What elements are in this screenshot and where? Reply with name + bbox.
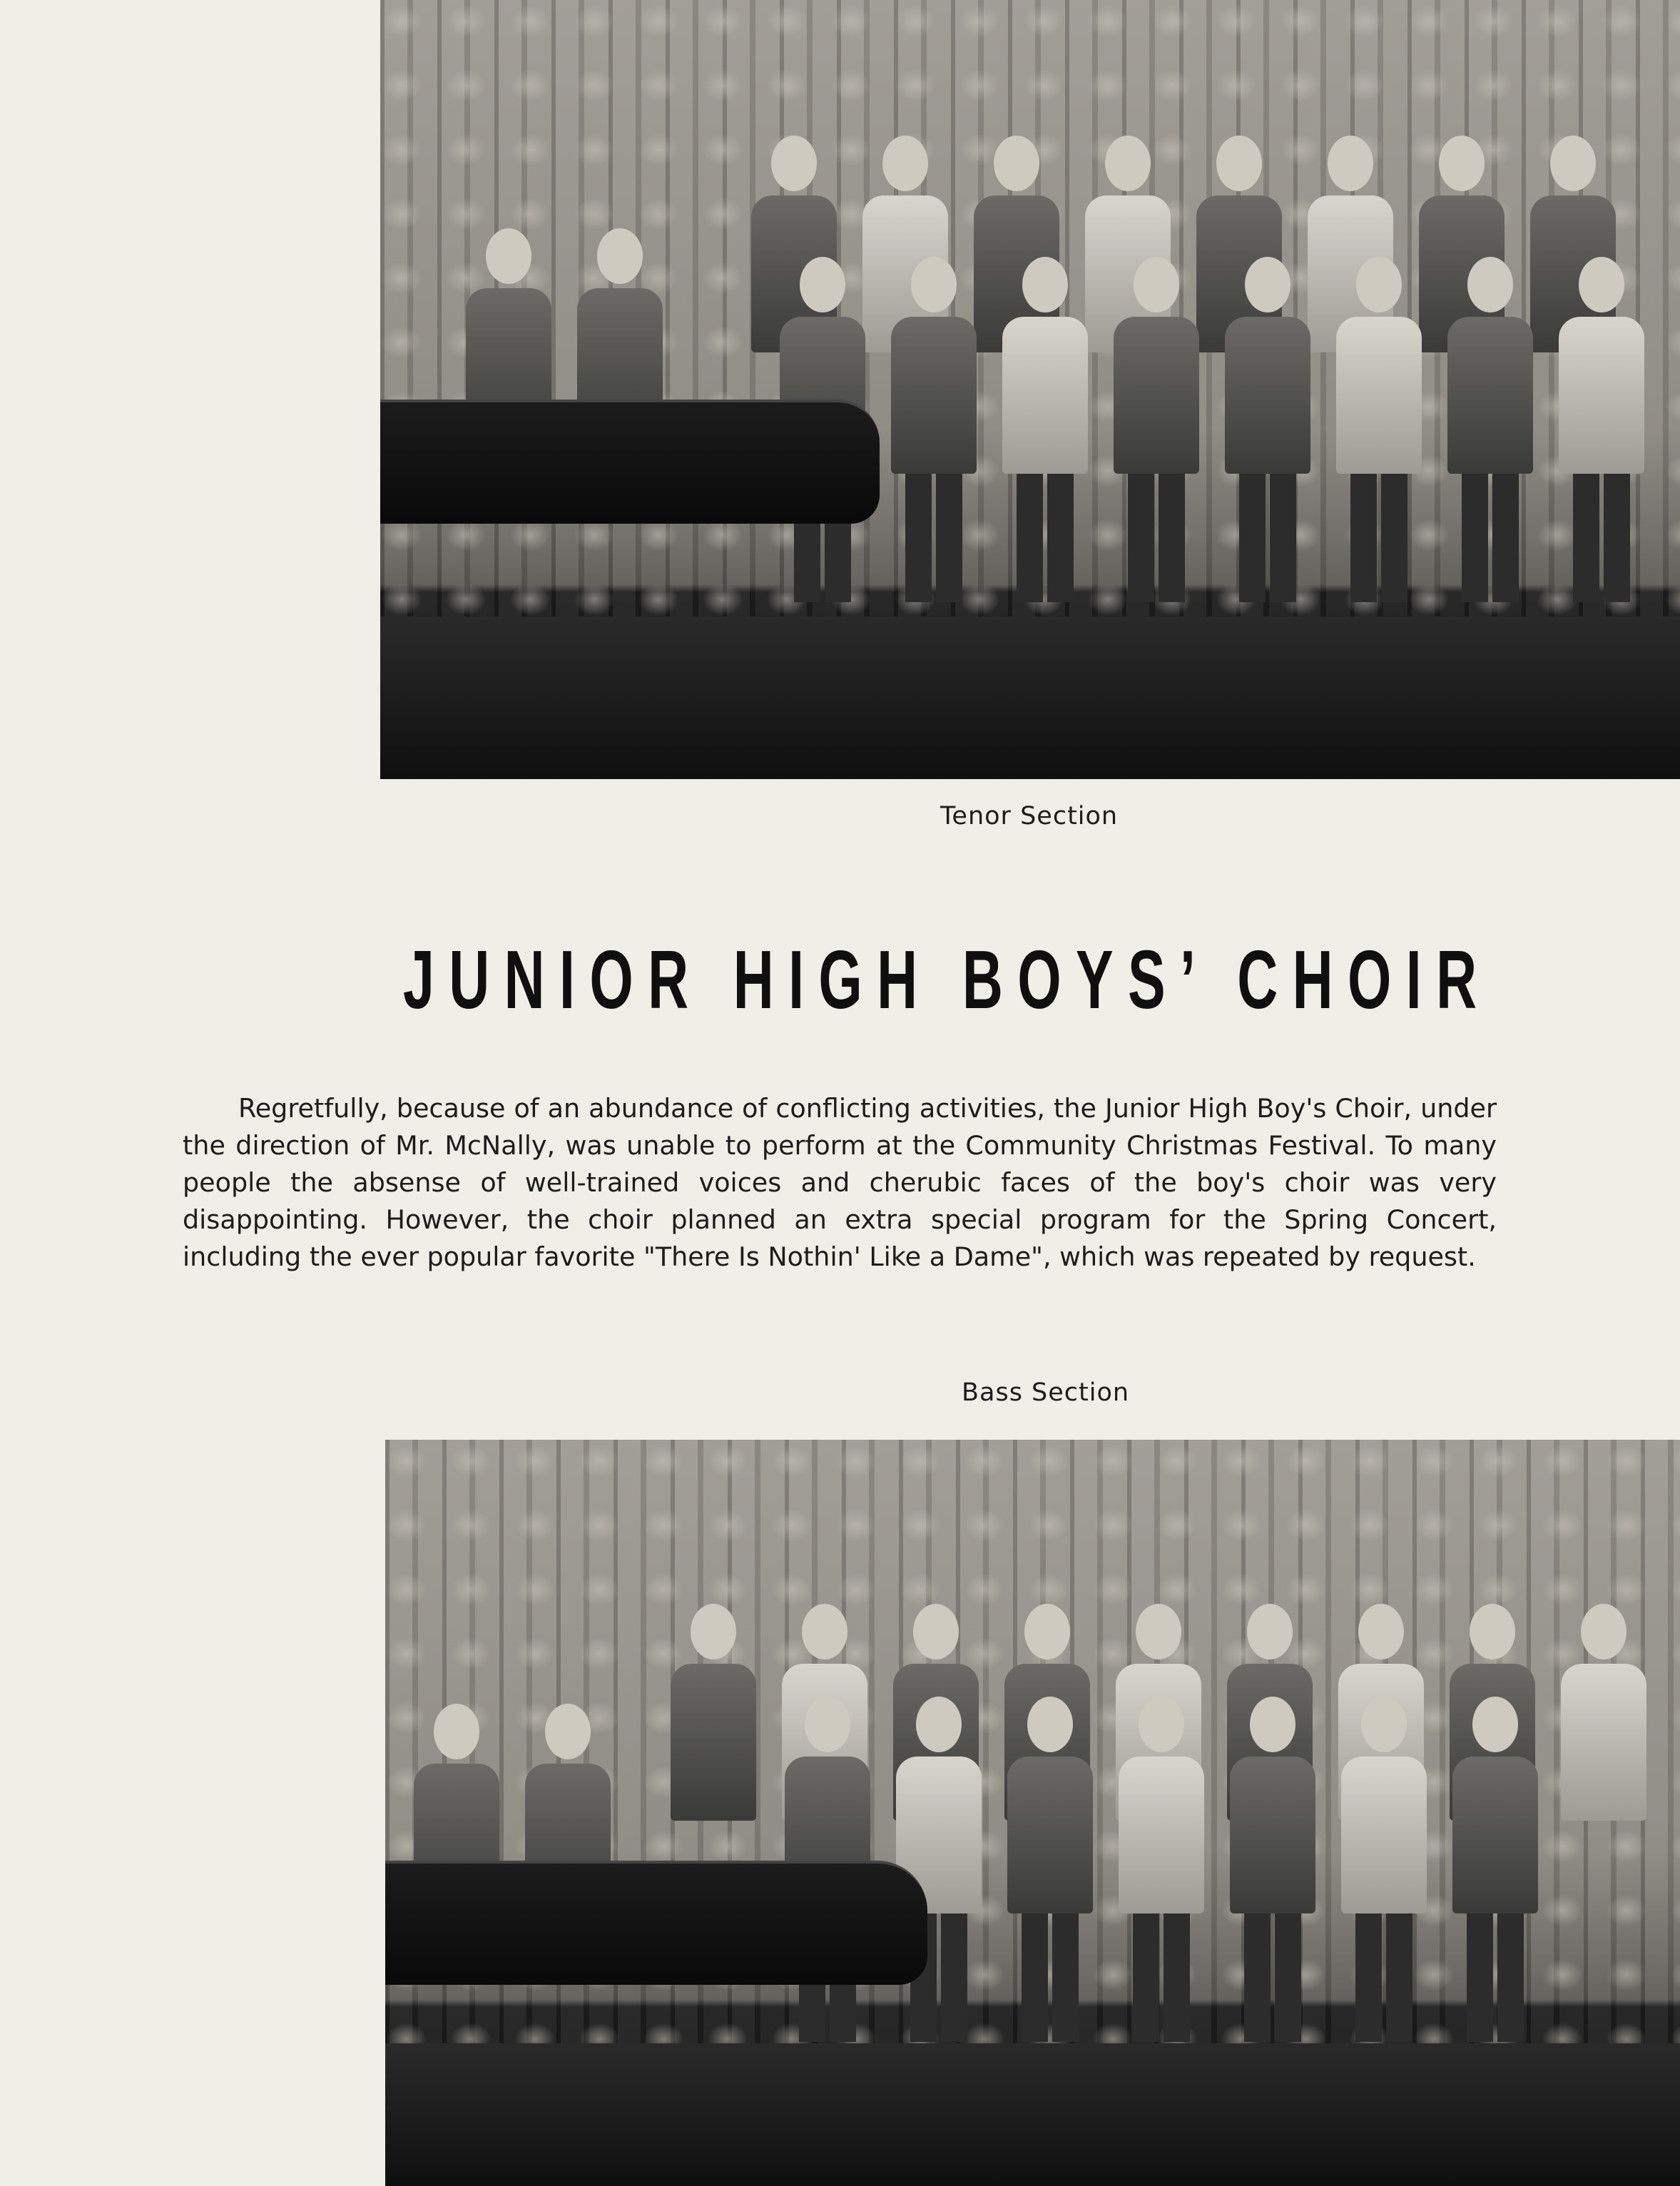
- page-title: JUNIOR HIGH BOYS’ CHOIR: [403, 933, 1492, 1026]
- stage-floor: [380, 616, 1680, 779]
- bass-section-photo: [385, 1440, 1680, 2186]
- bass-section-caption: Bass Section: [962, 1378, 1130, 1407]
- grand-piano: [380, 400, 880, 524]
- stage-floor: [385, 2043, 1680, 2186]
- choir-front-row: [780, 257, 1670, 602]
- article-paragraph: Regretfully, because of an abundance of conflicting activities, the Junior High Boy's Choir, under the direction of Mr. McNally, was unable to perform at the Community Christmas Festival. To many people the absense of well-trained voices and cherubic faces of the boy's choir was very disappointing. However, the choir planned an extra special program for the Spring Concert, including the ever popular favorite "There Is Nothin' Like a Dame", which was repeated by request.: [183, 1093, 1497, 1272]
- tenor-section-photo: [380, 0, 1680, 779]
- grand-piano: [385, 1861, 927, 1985]
- tenor-section-caption: Tenor Section: [940, 802, 1119, 830]
